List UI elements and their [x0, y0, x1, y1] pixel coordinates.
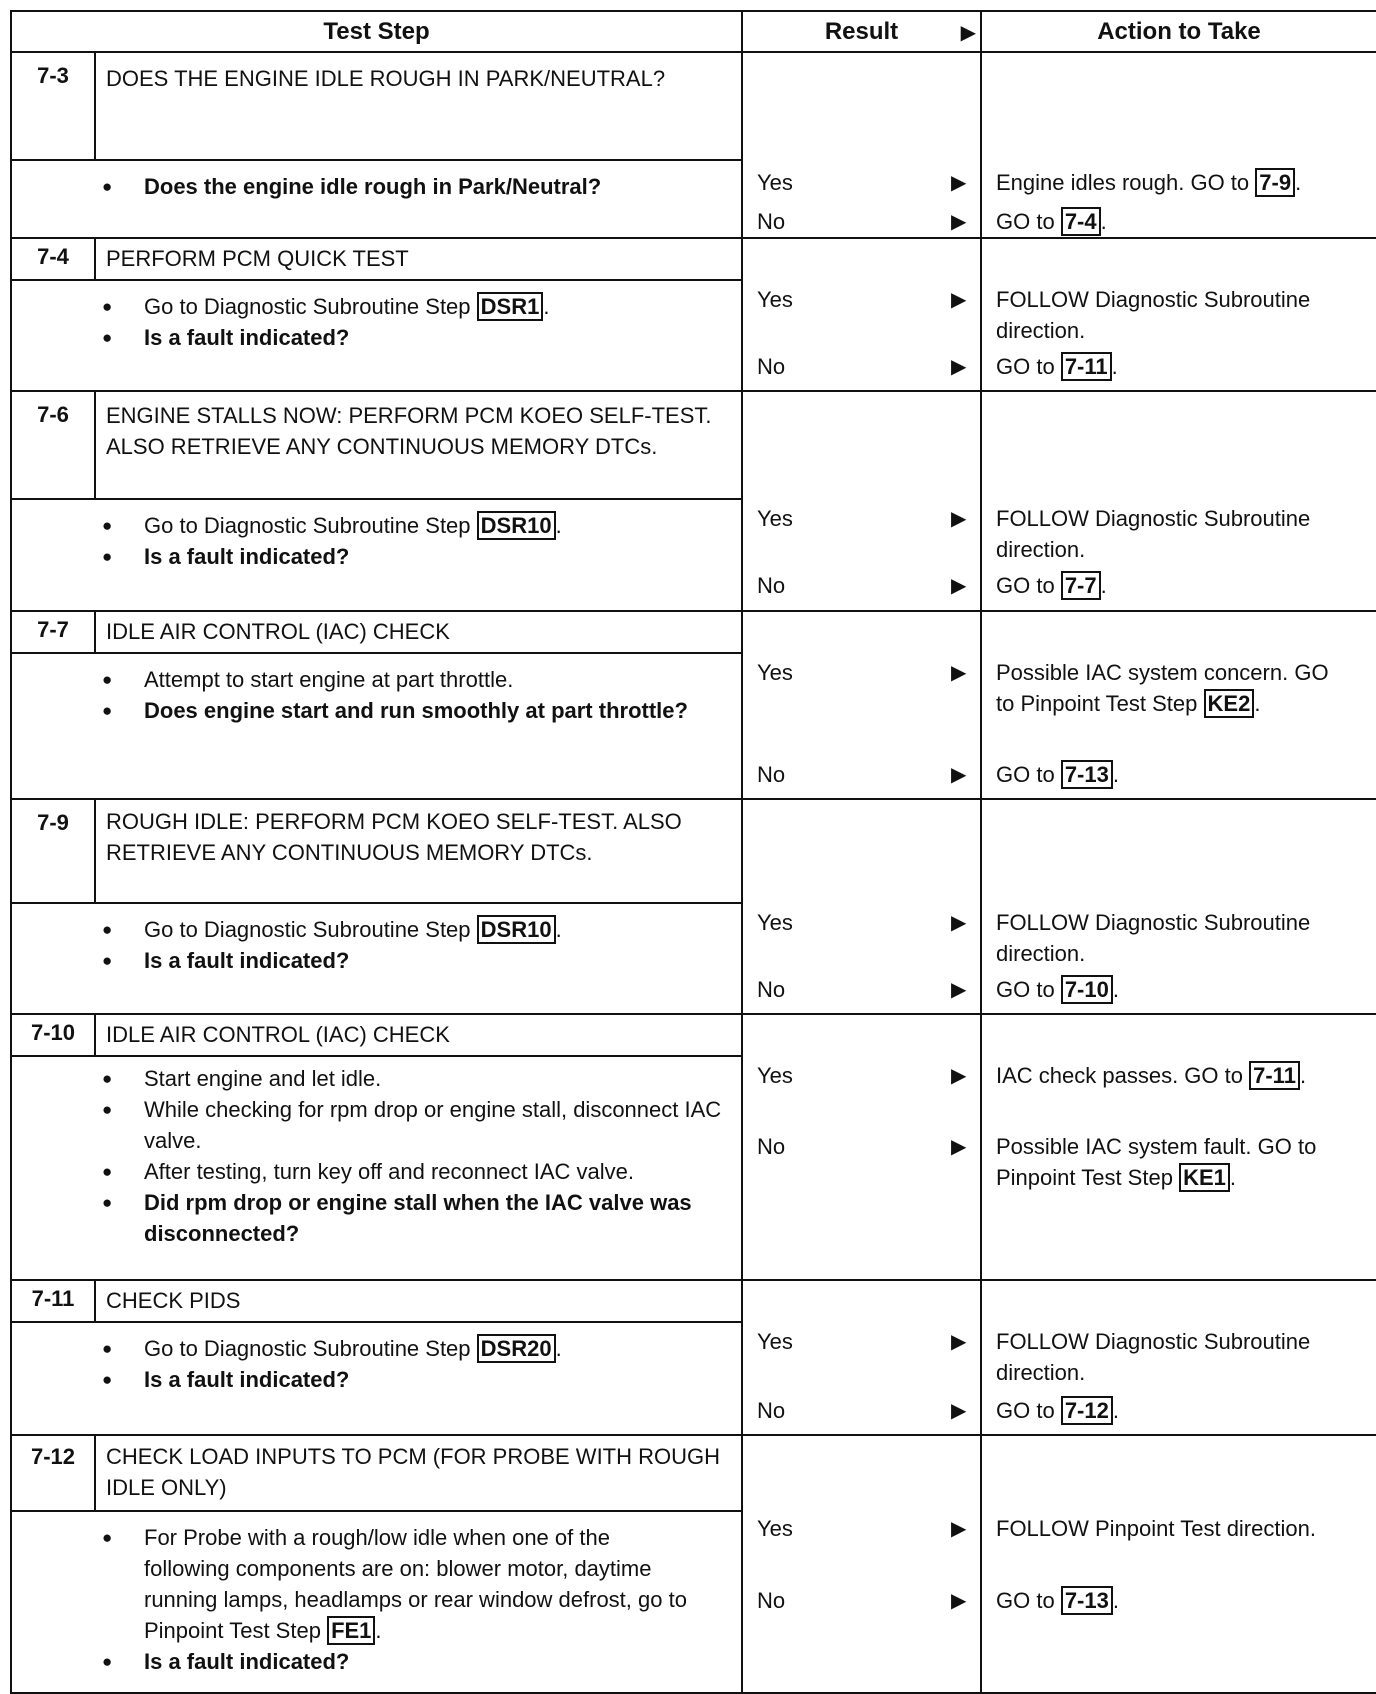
step-row: 7-10 IDLE AIR CONTROL (IAC) CHECK ● Start engine and let idle. ● While checking for rpm drop or engine stall, disconnect IAC valve. ● After testing, turn key off and reconnect IAC valve. ● Did rpm drop or engine stall when the IAC valve was disconnected? Yes ▶ No ▶ IAC check passes. GO to 7-11 . Possible IAC system fault. GO to Pinpoint Test Step KE1 . — [11, 1014, 1376, 1280]
arrow-icon: ▶ — [951, 211, 967, 233]
arrow-icon: ▶ — [951, 356, 967, 378]
step-row: 7-11 CHECK PIDS ● Go to Diagnostic Subroutine Step DSR20 . ● Is a fault indicated? Yes ▶ No ▶ FOLLOW Diagnostic Subroutine direction. GO to 7-12 . — [11, 1280, 1376, 1435]
action-no: GO to — [996, 354, 1055, 379]
action-no: GO to — [996, 977, 1055, 1002]
step-ref: FE1 — [327, 1616, 375, 1645]
arrow-icon: ▶ — [951, 1518, 967, 1540]
step-ref: DSR20 — [477, 1334, 556, 1363]
step-title: PERFORM PCM QUICK TEST — [106, 246, 409, 271]
step-ref: DSR10 — [477, 511, 556, 540]
step-number: 7-6 — [12, 392, 96, 498]
step-title: IDLE AIR CONTROL (IAC) CHECK — [106, 619, 450, 644]
action-no: GO to — [996, 1588, 1055, 1613]
step-number: 7-3 — [12, 53, 96, 159]
step-title: DOES THE ENGINE IDLE ROUGH IN PARK/NEUTRAL? — [106, 66, 666, 91]
step-bullet: ● Is a fault indicated? — [100, 1364, 741, 1395]
action-no: GO to — [996, 573, 1055, 598]
step-ref: 7-9 — [1255, 168, 1295, 197]
step-bullet: ● Go to Diagnostic Subroutine Step DSR20 . — [100, 1333, 741, 1364]
result-yes: Yes — [757, 1329, 793, 1354]
step-title: CHECK LOAD INPUTS TO PCM (FOR PROBE WITH ROUGH IDLE ONLY) — [106, 1444, 721, 1500]
step-title: ROUGH IDLE: PERFORM PCM KOEO SELF-TEST. ALSO RETRIEVE ANY CONTINUOUS MEMORY DTCs. — [106, 809, 682, 865]
arrow-icon: ▶ — [951, 1136, 967, 1158]
arrow-icon: ▶ — [960, 22, 976, 44]
result-yes: Yes — [757, 287, 793, 312]
step-ref: DSR1 — [477, 292, 544, 321]
header-test-step: Test Step — [11, 11, 742, 52]
step-ref: 7-12 — [1061, 1396, 1113, 1425]
header-action: Action to Take — [981, 11, 1376, 52]
action-no: GO to — [996, 762, 1055, 787]
action-yes: Possible IAC system concern. GO to Pinpoint Test Step — [996, 660, 1329, 716]
step-ref: 7-13 — [1061, 760, 1113, 789]
action-yes: FOLLOW Diagnostic Subroutine direction. — [996, 910, 1311, 966]
step-ref: 7-4 — [1061, 207, 1101, 236]
step-bullet: ● Is a fault indicated? — [100, 541, 741, 572]
result-no: No — [757, 1588, 786, 1613]
result-no: No — [757, 209, 786, 234]
step-number: 7-9 — [12, 800, 96, 902]
action-yes: FOLLOW Diagnostic Subroutine direction. — [996, 287, 1311, 343]
step-title: ENGINE STALLS NOW: PERFORM PCM KOEO SELF-TEST. ALSO RETRIEVE ANY CONTINUOUS MEMORY DTCs. — [106, 403, 712, 459]
arrow-icon: ▶ — [951, 764, 967, 786]
step-ref: DSR10 — [477, 915, 556, 944]
step-title: IDLE AIR CONTROL (IAC) CHECK — [106, 1022, 450, 1047]
diagnostic-table — [10, 10, 1376, 1694]
step-bullet: ● Does the engine idle rough in Park/Neutral? — [100, 171, 741, 202]
arrow-icon: ▶ — [951, 575, 967, 597]
arrow-icon: ▶ — [951, 508, 967, 530]
arrow-icon: ▶ — [951, 1065, 967, 1087]
step-row: 7-3 DOES THE ENGINE IDLE ROUGH IN PARK/NEUTRAL? ● Does the engine idle rough in Park/Neutral? Yes ▶ No ▶ Engine idles rough. GO to 7-9 . GO to 7-4 . — [11, 52, 1376, 238]
step-ref: 7-11 — [1061, 352, 1112, 381]
result-no: No — [757, 977, 786, 1002]
step-bullet: ● After testing, turn key off and reconnect IAC valve. — [100, 1156, 741, 1187]
header-result — [742, 11, 981, 52]
arrow-icon: ▶ — [951, 1331, 967, 1353]
step-row: 7-7 IDLE AIR CONTROL (IAC) CHECK ● Attempt to start engine at part throttle. ● Does engine start and run smoothly at part throttle? Yes ▶ No ▶ Possible IAC system concern. GO to Pinpoint Test Step KE2 . GO to 7-13 . — [11, 611, 1376, 799]
result-no: No — [757, 573, 786, 598]
result-yes: Yes — [757, 170, 793, 195]
result-yes: Yes — [757, 506, 793, 531]
step-bullet: ● Is a fault indicated? — [100, 945, 741, 976]
step-title: CHECK PIDS — [106, 1288, 241, 1313]
arrow-icon: ▶ — [951, 289, 967, 311]
diagnostic-table-page — [10, 10, 1370, 1694]
action-yes: FOLLOW Pinpoint Test direction. — [996, 1516, 1316, 1541]
arrow-icon: ▶ — [951, 1590, 967, 1612]
action-yes: FOLLOW Diagnostic Subroutine direction. — [996, 1329, 1311, 1385]
action-yes: IAC check passes. GO to — [996, 1063, 1243, 1088]
step-number: 7-12 — [12, 1436, 96, 1510]
step-number: 7-10 — [12, 1015, 96, 1055]
step-ref: 7-10 — [1061, 975, 1113, 1004]
step-bullet: ● For Probe with a rough/low idle when one of the following components are on: blower motor, daytime running lamps, headlamps or rear window defrost, go to Pinpoint Test Step FE1 . — [100, 1522, 701, 1646]
step-number: 7-4 — [12, 239, 96, 279]
step-ref: 7-7 — [1061, 571, 1101, 600]
step-bullet: ● Go to Diagnostic Subroutine Step DSR10 . — [100, 914, 741, 945]
step-bullet: ● While checking for rpm drop or engine stall, disconnect IAC valve. — [100, 1094, 741, 1156]
header-result-label: Result — [824, 17, 899, 45]
step-row: 7-6 ENGINE STALLS NOW: PERFORM PCM KOEO SELF-TEST. ALSO RETRIEVE ANY CONTINUOUS MEMORY DTCs. ● Go to Diagnostic Subroutine Step DSR10 . ● Is a fault indicated? Yes ▶ No ▶ FOLLOW Diagnostic Subroutine direction. GO to 7-7 . — [11, 391, 1376, 611]
header-row — [11, 11, 1376, 52]
step-ref: 7-13 — [1061, 1586, 1113, 1615]
step-bullet: ● Attempt to start engine at part throttle. — [100, 664, 741, 695]
step-number: 7-7 — [12, 612, 96, 652]
step-bullet: ● Go to Diagnostic Subroutine Step DSR10 . — [100, 510, 741, 541]
arrow-icon: ▶ — [951, 172, 967, 194]
arrow-icon: ▶ — [951, 979, 967, 1001]
action-no: Possible IAC system fault. GO to Pinpoint Test Step — [996, 1134, 1317, 1190]
step-bullet: ● Start engine and let idle. — [100, 1063, 741, 1094]
step-bullet: ● Did rpm drop or engine stall when the IAC valve was disconnected? — [100, 1187, 741, 1249]
arrow-icon: ▶ — [951, 662, 967, 684]
step-bullet: ● Is a fault indicated? — [100, 322, 741, 353]
arrow-icon: ▶ — [951, 912, 967, 934]
result-no: No — [757, 762, 786, 787]
step-row: 7-12 CHECK LOAD INPUTS TO PCM (FOR PROBE WITH ROUGH IDLE ONLY) ● For Probe with a rough/low idle when one of the following components are on: blower motor, daytime running lamps, headlamps or rear window defrost, go to Pinpoint Test Step FE1 . ● Is a fault indicated? Yes ▶ No ▶ FOLLOW Pinpoint Test direction. GO to 7-13 . — [11, 1435, 1376, 1693]
result-yes: Yes — [757, 1063, 793, 1088]
result-no: No — [757, 354, 786, 379]
action-yes: FOLLOW Diagnostic Subroutine direction. — [996, 506, 1311, 562]
action-yes: Engine idles rough. GO to — [996, 170, 1250, 195]
result-yes: Yes — [757, 910, 793, 935]
result-yes: Yes — [757, 660, 793, 685]
action-no: GO to — [996, 1398, 1055, 1423]
result-no: No — [757, 1398, 786, 1423]
action-no: GO to — [996, 209, 1055, 234]
step-row: 7-4 PERFORM PCM QUICK TEST ● Go to Diagnostic Subroutine Step DSR1 . ● Is a fault indicated? Yes ▶ No ▶ FOLLOW Diagnostic Subroutine direction. GO to 7-11 . — [11, 238, 1376, 391]
step-ref: KE1 — [1179, 1163, 1230, 1192]
step-number: 7-11 — [12, 1281, 96, 1321]
step-ref: 7-11 — [1249, 1061, 1300, 1090]
result-yes: Yes — [757, 1516, 793, 1541]
step-bullet: ● Is a fault indicated? — [100, 1646, 701, 1677]
step-bullet: ● Go to Diagnostic Subroutine Step DSR1 . — [100, 291, 741, 322]
step-bullet: ● Does engine start and run smoothly at part throttle? — [100, 695, 741, 726]
step-row: 7-9 ROUGH IDLE: PERFORM PCM KOEO SELF-TEST. ALSO RETRIEVE ANY CONTINUOUS MEMORY DTCs. ● Go to Diagnostic Subroutine Step DSR10 . ● Is a fault indicated? Yes ▶ No ▶ FOLLOW Diagnostic Subroutine direction. GO to 7-10 . — [11, 799, 1376, 1014]
arrow-icon: ▶ — [951, 1400, 967, 1422]
result-no: No — [757, 1134, 786, 1159]
step-ref: KE2 — [1204, 689, 1255, 718]
